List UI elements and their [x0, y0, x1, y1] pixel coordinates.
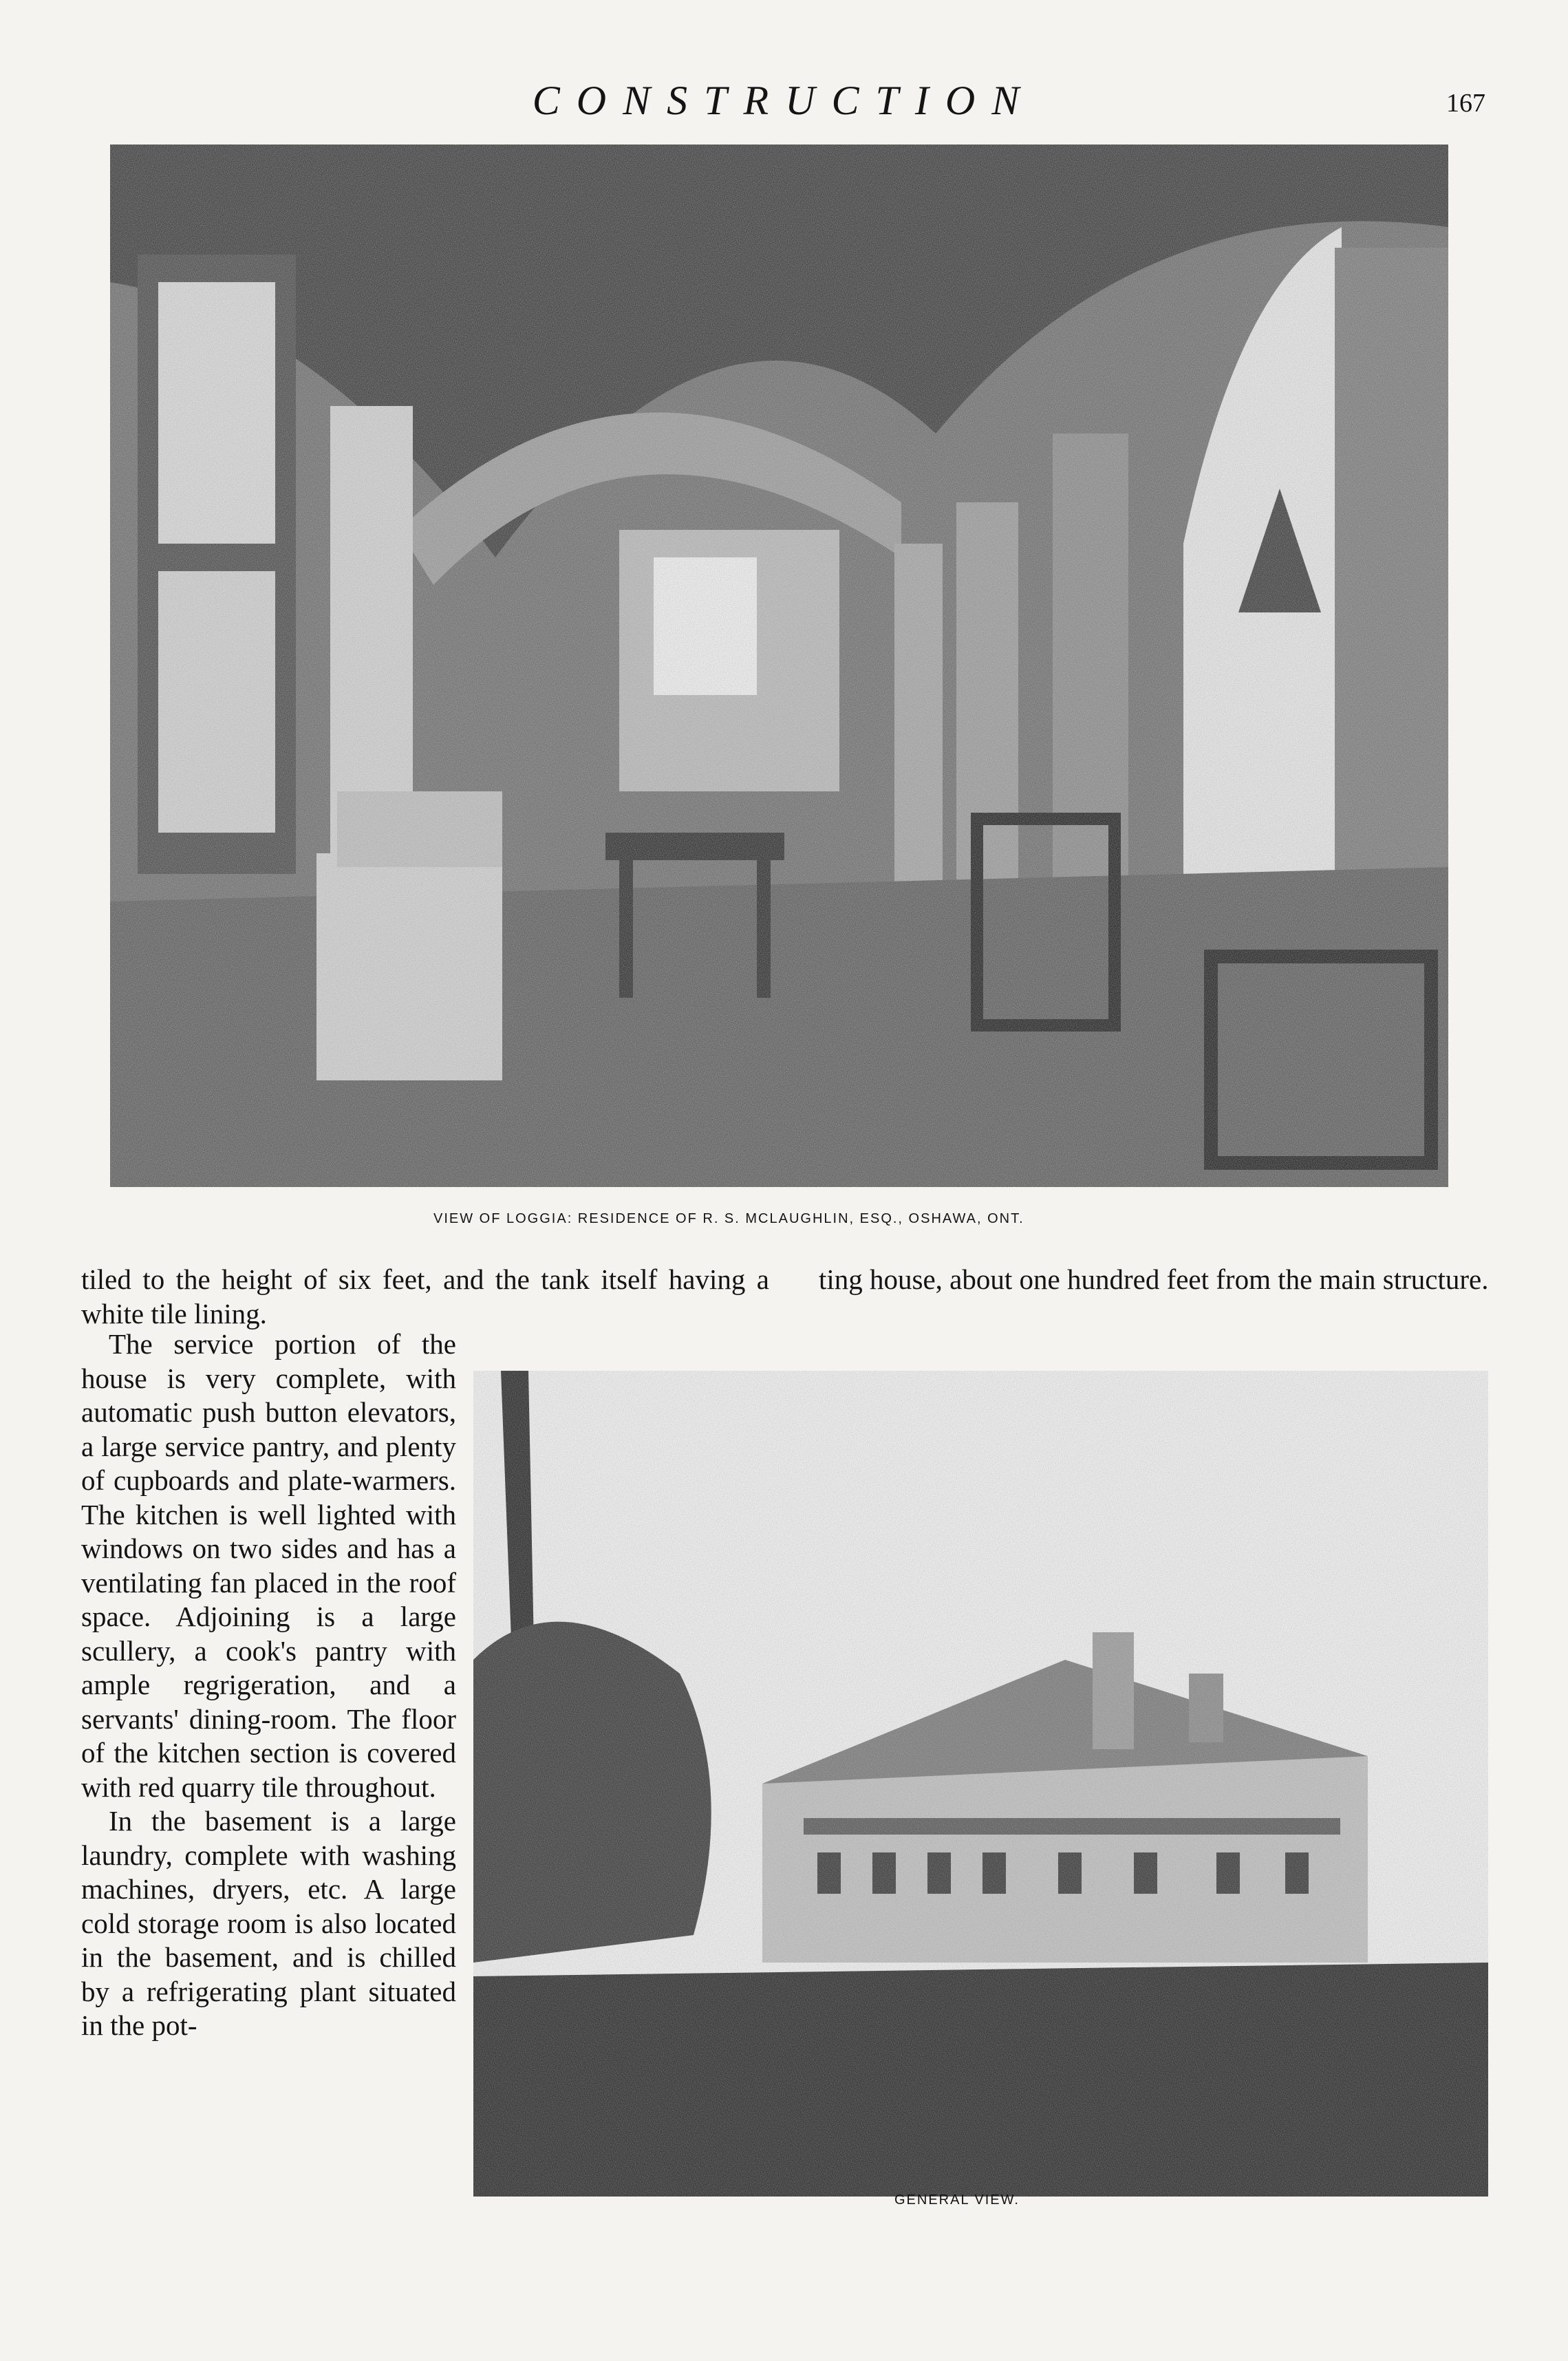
body-text-column-left-top	[81, 1263, 769, 1331]
general-view-photograph	[473, 1371, 1488, 2197]
paragraph: tiled to the height of six feet, and the tank itself having a white tile lining.	[81, 1263, 769, 1329]
body-text-column-narrow	[81, 1327, 456, 2043]
paragraph-service: The service portion of the house is very complete, with automatic push button elevators, a large service pantry, and plenty of cupboards and plate-warmers. The kitchen is well lighted with windows on two sides and has a ventilating fan placed in the roof space. Adjoining is a large scullery, a cook's pantry with ample regrigeration, and a servants' dining-room. The floor of the kitchen section is covered with red quarry tile throughout.	[81, 1328, 456, 1803]
general-view-caption: GENERAL VIEW.	[894, 2192, 1020, 2208]
loggia-caption: VIEW OF LOGGIA: RESIDENCE OF R. S. MCLAUGHLIN, ESQ., OSHAWA, ONT.	[433, 1211, 1024, 1226]
paragraph: ting house, about one hundred feet from the main structure.	[819, 1263, 1489, 1295]
body-text-column-right-top	[819, 1263, 1507, 1297]
page-number: 167	[1446, 89, 1485, 118]
running-header-title: CONSTRUCTION	[532, 78, 1036, 123]
paragraph-basement: In the basement is a large laundry, complete with washing machines, dryers, etc. A large cold storage room is also located in the basement, and is chilled by a refrigerating plant situated in the pot-	[81, 1805, 456, 2041]
loggia-photograph	[110, 145, 1448, 1187]
